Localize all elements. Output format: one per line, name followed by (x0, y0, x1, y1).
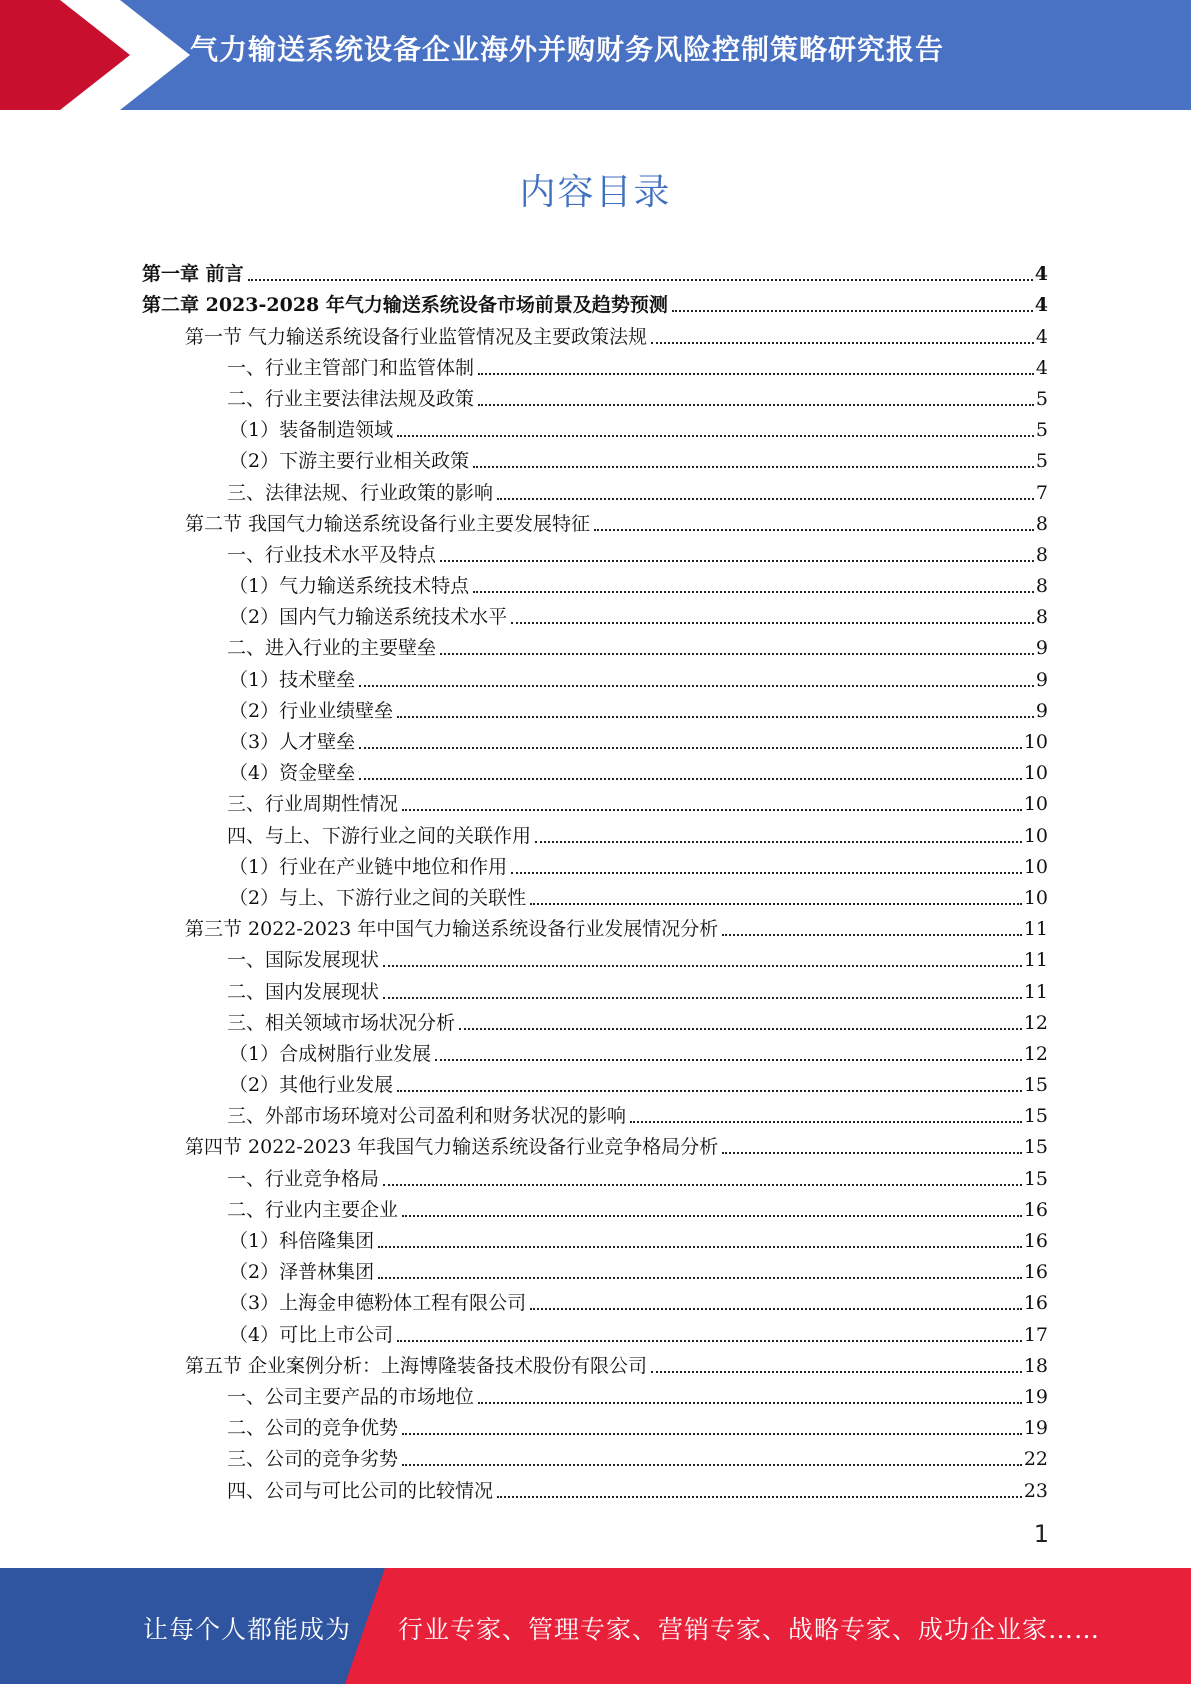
toc-entry-page: 8 (1035, 575, 1048, 598)
toc-leader-dots (651, 1370, 1022, 1373)
toc-entry-title: 二、国内发展现状 (227, 980, 380, 1003)
toc-leader-dots (722, 933, 1022, 936)
toc-entry[interactable] (142, 1190, 1048, 1221)
toc-entry-page: 4 (1035, 325, 1048, 348)
toc-entry-title: 一、行业技术水平及特点 (227, 543, 437, 566)
toc-leader-dots (511, 621, 1034, 624)
toc-entry-title: 一、国际发展现状 (227, 949, 380, 972)
toc-entry-page: 10 (1023, 762, 1048, 785)
toc-entry[interactable] (142, 472, 1048, 503)
toc-entry-page: 7 (1035, 481, 1048, 504)
toc-leader-dots (530, 902, 1022, 905)
toc-leader-dots (402, 1432, 1022, 1435)
toc-entry-page: 10 (1023, 793, 1048, 816)
toc-leader-dots (535, 840, 1022, 843)
toc-entry[interactable] (142, 441, 1048, 472)
toc-entry-page: 17 (1023, 1323, 1048, 1346)
footer-slogan-left: 让每个人都能成为 (143, 1615, 352, 1644)
toc-entry-page: 9 (1035, 637, 1048, 660)
toc-entry-title: 第四节 2022-2023 年我国气力输送系统设备行业竞争格局分析 (185, 1136, 719, 1159)
toc-entry-title: （3）人才壁垒 (229, 731, 356, 753)
toc-leader-dots (359, 746, 1022, 749)
toc-entry-title: 第二章 2023-2028 年气力输送系统设备市场前景及趋势预测 (142, 294, 668, 317)
toc-entry[interactable] (142, 1346, 1048, 1377)
toc-entry-title: 三、外部市场环境对公司盈利和财务状况的影响 (227, 1105, 627, 1128)
toc-entry-title: （1）装备制造领域 (229, 419, 394, 442)
toc-entry-page: 8 (1035, 512, 1048, 535)
report-title: 气力输送系统设备企业海外并购财务风险控制策略研究报告 (190, 33, 945, 66)
toc-entry-page: 16 (1023, 1198, 1048, 1221)
toc-entry-page: 4 (1034, 294, 1048, 317)
toc-entry-title: （4）可比上市公司 (229, 1323, 394, 1346)
toc-entry[interactable] (142, 1003, 1048, 1034)
toc-entry-page: 19 (1023, 1417, 1048, 1440)
toc-leader-dots (497, 497, 1034, 500)
toc-entry-page: 5 (1035, 387, 1048, 410)
toc-entry-title: 第三节 2022-2023 年中国气力输送系统设备行业发展情况分析 (185, 918, 719, 941)
toc-entry-title: （2）行业业绩壁垒 (229, 699, 394, 722)
toc-entry-title: 二、行业内主要企业 (227, 1198, 399, 1221)
toc-entry-title: （2）其他行业发展 (229, 1074, 394, 1097)
toc-leader-dots (530, 1307, 1022, 1310)
toc-entry[interactable] (142, 535, 1048, 566)
toc-entry-title: （2）与上、下游行业之间的关联性 (229, 886, 527, 909)
toc-entry-title: 第五节 企业案例分析：上海博隆装备技术股份有限公司 (185, 1354, 648, 1377)
toc-entry-page: 9 (1035, 699, 1048, 722)
toc-entry-page: 10 (1023, 731, 1048, 753)
toc-entry[interactable] (142, 504, 1048, 535)
toc-leader-dots (359, 777, 1022, 780)
toc-entry-page: 15 (1023, 1105, 1048, 1128)
toc-entry[interactable] (142, 753, 1048, 784)
toc-entry[interactable] (142, 784, 1048, 815)
toc-entry-page: 4 (1035, 356, 1048, 379)
toc-entry-page: 18 (1023, 1354, 1048, 1377)
toc-leader-dots (440, 559, 1034, 562)
toc-entry-title: （1）气力输送系统技术特点 (229, 575, 470, 598)
toc-entry-page: 12 (1023, 1011, 1048, 1034)
toc-title: 内容目录 (519, 172, 672, 213)
toc-entry-title: 第一章 前言 (142, 263, 244, 286)
toc-entry-page: 5 (1035, 419, 1048, 442)
toc-entry[interactable] (142, 1408, 1048, 1439)
toc-leader-dots (248, 278, 1033, 281)
toc-entry[interactable] (142, 847, 1048, 878)
table-of-contents (142, 254, 1048, 1502)
toc-entry-title: 一、行业主管部门和监管体制 (227, 356, 475, 379)
toc-entry-title: （3）上海金申德粉体工程有限公司 (229, 1292, 527, 1315)
toc-entry[interactable] (142, 722, 1048, 753)
toc-leader-dots (359, 684, 1034, 687)
toc-entry-title: 第一节 气力输送系统设备行业监管情况及主要政策法规 (185, 325, 648, 348)
toc-entry-page: 8 (1035, 543, 1048, 566)
toc-leader-dots (473, 590, 1034, 593)
toc-entry-page: 11 (1023, 949, 1048, 972)
toc-entry[interactable] (142, 410, 1048, 441)
toc-entry[interactable] (142, 815, 1048, 846)
toc-entry[interactable] (142, 1065, 1048, 1096)
toc-leader-dots (383, 1183, 1022, 1186)
toc-entry-title: 一、公司主要产品的市场地位 (227, 1385, 475, 1408)
toc-entry-page: 15 (1023, 1136, 1048, 1159)
toc-entry-title: 二、行业主要法律法规及政策 (227, 387, 475, 410)
toc-leader-dots (497, 1495, 1022, 1498)
toc-leader-dots (594, 528, 1034, 531)
toc-entry-page: 16 (1023, 1292, 1048, 1315)
toc-entry[interactable] (142, 254, 1048, 285)
toc-entry-title: 四、公司与可比公司的比较情况 (227, 1479, 494, 1502)
toc-entry-title: （1）科倍隆集团 (229, 1230, 375, 1252)
toc-leader-dots (397, 1339, 1022, 1342)
toc-entry-page: 10 (1023, 886, 1048, 909)
toc-entry[interactable] (142, 659, 1048, 690)
toc-entry[interactable] (142, 1439, 1048, 1470)
toc-leader-dots (672, 309, 1033, 312)
toc-entry-page: 4 (1034, 263, 1048, 286)
toc-leader-dots (478, 372, 1034, 375)
toc-entry-title: （2）泽普林集团 (229, 1261, 375, 1284)
toc-entry-page: 15 (1023, 1167, 1048, 1190)
toc-entry-page: 11 (1023, 918, 1048, 941)
toc-leader-dots (402, 808, 1022, 811)
toc-entry[interactable] (142, 1283, 1048, 1314)
toc-entry-page: 15 (1023, 1074, 1048, 1097)
toc-leader-dots (478, 403, 1034, 406)
toc-entry-title: （1）行业在产业链中地位和作用 (229, 855, 508, 878)
toc-entry-title: 四、与上、下游行业之间的关联作用 (227, 824, 532, 847)
toc-leader-dots (630, 1120, 1022, 1123)
toc-entry[interactable] (142, 1127, 1048, 1158)
toc-leader-dots (397, 1089, 1022, 1092)
toc-leader-dots (397, 434, 1034, 437)
toc-entry-page: 12 (1023, 1042, 1048, 1065)
footer-slogan-right: 行业专家、管理专家、营销专家、战略专家、成功企业家…… (398, 1615, 1101, 1644)
toc-entry-title: 三、行业周期性情况 (227, 793, 399, 816)
toc-entry[interactable] (142, 878, 1048, 909)
toc-entry-title: 三、相关领域市场状况分析 (227, 1011, 456, 1034)
page-number: 1 (1033, 1520, 1049, 1548)
toc-entry[interactable] (142, 691, 1048, 722)
toc-entry[interactable] (142, 1034, 1048, 1065)
toc-leader-dots (459, 1027, 1022, 1030)
toc-leader-dots (402, 1214, 1022, 1217)
toc-entry-page: 19 (1023, 1385, 1048, 1408)
toc-entry[interactable] (142, 940, 1048, 971)
toc-entry[interactable] (142, 1470, 1048, 1501)
toc-entry[interactable] (142, 971, 1048, 1002)
toc-entry-title: 二、进入行业的主要壁垒 (227, 637, 437, 660)
toc-leader-dots (378, 1276, 1022, 1279)
toc-leader-dots (402, 1463, 1022, 1466)
toc-leader-dots (722, 1151, 1022, 1154)
toc-leader-dots (478, 1401, 1022, 1404)
toc-entry-page: 10 (1023, 824, 1048, 847)
toc-entry-title: 二、公司的竞争优势 (227, 1417, 399, 1440)
footer-band (0, 1568, 1191, 1684)
toc-leader-dots (651, 341, 1034, 344)
toc-leader-dots (378, 1245, 1022, 1248)
toc-entry-page: 16 (1023, 1230, 1048, 1252)
toc-entry-page: 9 (1035, 668, 1048, 691)
toc-entry-title: 三、法律法规、行业政策的影响 (227, 481, 494, 504)
toc-entry-title: （2）国内气力输送系统技术水平 (229, 606, 508, 629)
toc-entry-title: （1）技术壁垒 (229, 668, 356, 691)
toc-entry[interactable] (142, 1158, 1048, 1189)
toc-entry[interactable] (142, 1221, 1048, 1252)
toc-entry[interactable] (142, 379, 1048, 410)
toc-entry-page: 11 (1023, 980, 1048, 1003)
toc-entry-title: 一、行业竞争格局 (227, 1167, 380, 1190)
toc-entry[interactable] (142, 285, 1048, 316)
toc-entry[interactable] (142, 628, 1048, 659)
toc-entry[interactable] (142, 348, 1048, 379)
toc-entry[interactable] (142, 909, 1048, 940)
toc-entry[interactable] (142, 1096, 1048, 1127)
toc-entry[interactable] (142, 316, 1048, 347)
toc-entry-page: 23 (1023, 1479, 1048, 1502)
toc-entry[interactable] (142, 597, 1048, 628)
toc-entry[interactable] (142, 1377, 1048, 1408)
toc-entry[interactable] (142, 1252, 1048, 1283)
toc-entry[interactable] (142, 566, 1048, 597)
toc-entry-page: 22 (1023, 1448, 1048, 1471)
toc-entry[interactable] (142, 1314, 1048, 1345)
toc-leader-dots (440, 652, 1034, 655)
toc-entry-page: 5 (1035, 450, 1048, 473)
header-band (0, 0, 1191, 110)
toc-leader-dots (511, 871, 1022, 874)
toc-entry-page: 16 (1023, 1261, 1048, 1284)
toc-leader-dots (473, 465, 1034, 468)
toc-leader-dots (383, 964, 1022, 967)
toc-entry-title: （2）下游主要行业相关政策 (229, 450, 470, 473)
toc-entry-title: （1）合成树脂行业发展 (229, 1042, 432, 1065)
toc-entry-page: 10 (1023, 855, 1048, 878)
toc-entry-title: 三、公司的竞争劣势 (227, 1448, 399, 1471)
toc-leader-dots (397, 715, 1034, 718)
toc-entry-title: （4）资金壁垒 (229, 762, 356, 785)
toc-leader-dots (435, 1058, 1022, 1061)
toc-entry-title: 第二节 我国气力输送系统设备行业主要发展特征 (185, 512, 591, 535)
toc-entry-page: 8 (1035, 606, 1048, 629)
toc-leader-dots (383, 996, 1022, 999)
